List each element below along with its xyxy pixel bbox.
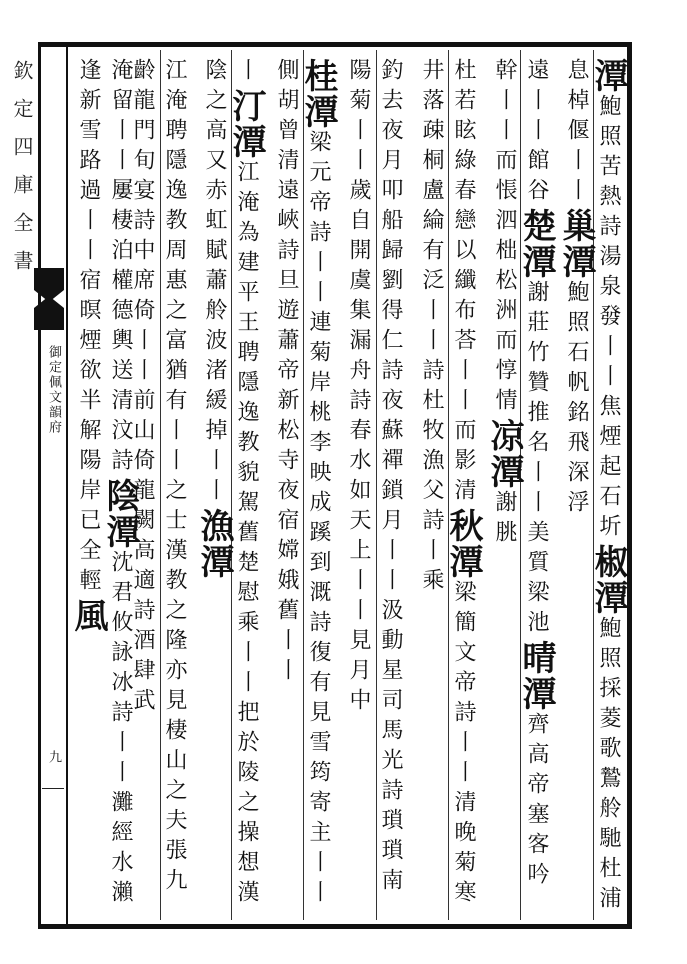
annotation: 瑣瑣南陽菊丨丨歲自開虞集漏舟詩春水如天上丨丨見月中	[346, 58, 403, 898]
headword: 桂潭	[298, 58, 338, 130]
annotation: 灘經水瀨逢新雪路過丨丨宿暝煙	[76, 58, 133, 910]
annotation: 朓	[492, 520, 517, 550]
text-column	[342, 58, 406, 918]
frame-left-border	[38, 42, 41, 929]
headword: 汀潭	[226, 88, 266, 160]
annotation: 丨丨焦煙起石圻	[596, 334, 621, 544]
annotation: 主丨丨側胡曾清遠峽詩旦遊蕭帝新松寺夜宿嫦娥舊丨丨	[274, 58, 331, 910]
headword: 潭	[588, 58, 628, 94]
headword: 秋潭	[443, 508, 483, 580]
annotation: 館谷	[524, 148, 549, 208]
annotation: 梁元帝詩丨丨連菊岸桃李映成蹊到溉詩復有見雪筠寄	[306, 130, 331, 820]
annotation: 齊高帝塞客吟幹丨丨	[492, 58, 549, 892]
text-column	[415, 58, 483, 918]
annotation: 沈君攸詠冰詩丨丨	[108, 550, 133, 790]
text-column	[270, 58, 338, 918]
headword: 陰潭	[100, 478, 140, 550]
annotation: 銘飛深浮	[564, 400, 589, 520]
edge-title: 欽定四庫全書	[10, 60, 34, 288]
annotation: 鮑照採菱歌鷙舲馳	[596, 616, 621, 856]
annotation: 丨丨美質梁池	[524, 460, 549, 640]
annotation: 陵之操想漢陰之高又赤虹賦蕭舲波渚緩掉丨丨	[202, 58, 259, 910]
frame-bottom-border	[38, 924, 632, 929]
text-column	[68, 58, 140, 918]
headword: 凉潭	[484, 418, 524, 490]
text-column	[194, 58, 266, 918]
edge-strip	[0, 0, 38, 964]
headword: 風	[68, 598, 108, 634]
text-column	[556, 58, 628, 918]
annotation: 欲半解陽岸已全輕	[76, 358, 101, 598]
fish-tail-icon	[32, 268, 66, 330]
annotation: 丨	[234, 58, 259, 88]
annotation: 杜若眩綠春戀以纖	[451, 58, 476, 298]
headword: 椒潭	[588, 544, 628, 616]
annotation: 鮑照苦熱詩湯泉發	[596, 94, 621, 334]
folio-rule	[42, 788, 64, 789]
text-column	[484, 58, 556, 918]
annotation: 釣去夜月叩船歸劉得仁詩夜蘇禪鎖月丨丨汲動星司馬光詩	[378, 58, 403, 808]
margin-divider	[66, 42, 68, 929]
annotation: 梁簡文帝詩丨丨清晚菊寒井落疎桐	[419, 58, 476, 910]
headword: 楚潭	[516, 208, 556, 280]
annotation: 淹留丨丨屢棲泊權德輿送清汶詩	[108, 58, 133, 478]
annotation: 夫張九齡龍門旬宴詩中席倚丨丨前山倚龍闕高適詩酒肆武	[130, 58, 187, 898]
headword: 巢潭	[556, 208, 596, 280]
folio-number: 九	[46, 750, 61, 763]
side-label: 御定佩文韻府	[46, 345, 61, 435]
annotation: 盧綸有泛丨丨詩杜牧漁父詩丨乘	[419, 178, 444, 598]
annotation: 而悵泗柮松洲而惇情	[492, 148, 517, 418]
annotation: 江淹為建平王聘隱逸教貌駕舊楚慰乘丨丨把於	[234, 160, 259, 760]
annotation: 謝	[492, 490, 517, 520]
annotation: 布荅丨丨而影清	[451, 298, 476, 508]
annotation: 杜浦息棹偃丨丨	[564, 58, 621, 916]
headword: 漁潭	[194, 508, 234, 580]
annotation: 鮑照石帆	[564, 280, 589, 400]
headword: 晴潭	[516, 640, 556, 712]
annotation: 江淹聘隱逸教周惠之富猶有丨丨之士漢教之隆亦見棲山之	[162, 58, 187, 808]
annotation: 遠丨丨	[524, 58, 549, 148]
frame-top-border	[38, 42, 632, 47]
frame-right-border	[627, 42, 632, 929]
annotation: 謝莊竹贊推名	[524, 280, 549, 460]
